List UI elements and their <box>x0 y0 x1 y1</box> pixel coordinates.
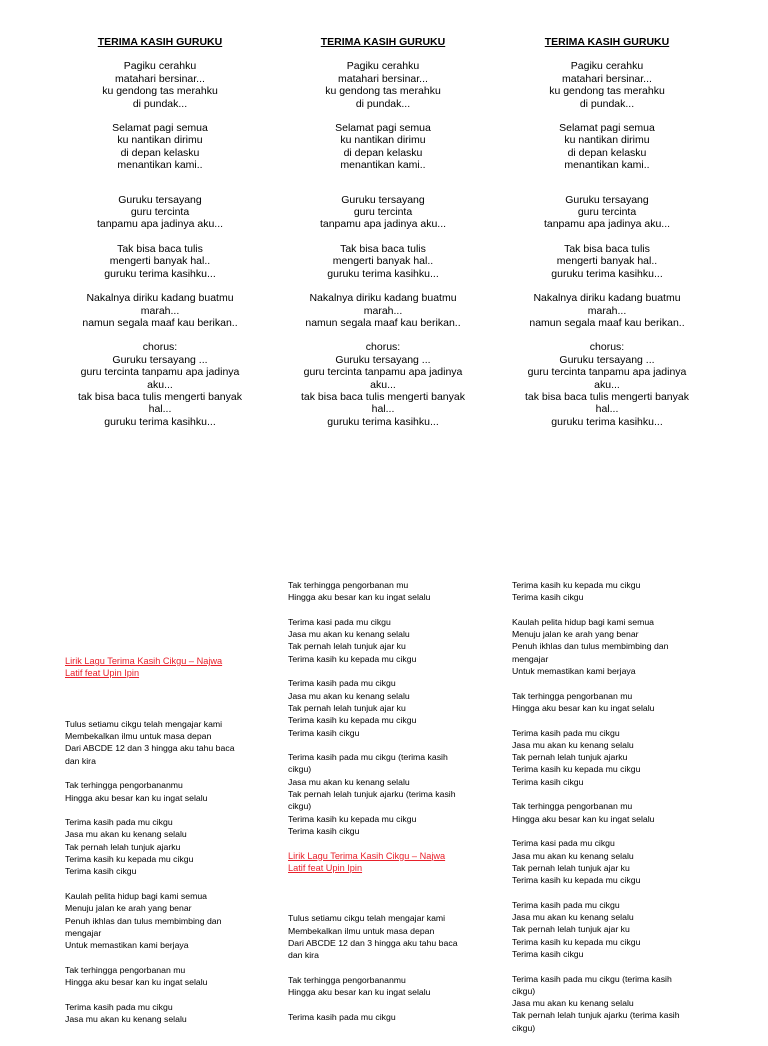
lyric-line: tanpamu apa jadinya aku... <box>96 218 224 231</box>
lyric-line: Terima kasih cikgu <box>512 592 584 603</box>
lyric-line: Tak pernah lelah tunjuk ajar ku <box>288 702 406 713</box>
lyric-line: namun segala maaf kau berikan.. <box>529 316 685 329</box>
lyric-line: Tulus setiamu cikgu telah mengajar kami <box>288 913 446 924</box>
lyric-line: Tak terhingga pengorbananmu <box>65 780 183 791</box>
lyrics-source-link[interactable]: Lirik Lagu Terima Kasih Cikgu – Najwa Latif feat Upin Ipin <box>288 850 446 873</box>
lyric-line: di pundak... <box>355 97 411 110</box>
lyric-line: di pundak... <box>579 97 635 110</box>
lyric-line: Pagiku cerahku <box>346 60 420 73</box>
lyric-line: Terima kasi pada mu cikgu <box>288 616 391 627</box>
lyric-line: Tak pernah lelah tunjuk ajar ku <box>512 862 630 873</box>
lyric-line: di depan kelasku <box>120 146 200 159</box>
song-stanza <box>56 60 264 110</box>
song-stanza <box>279 243 487 280</box>
lyric-line: Menuju jalan ke arah yang benar <box>65 903 192 914</box>
song-stanza <box>56 122 264 172</box>
lyric-line: Jasa mu akan ku kenang selalu <box>512 912 634 923</box>
lyric-line: Dari ABCDE 12 dan 3 hingga aku tahu baca <box>65 743 235 754</box>
lyric-line: Selamat pagi semua <box>335 122 431 135</box>
lyric-line: ku gendong tas merahku <box>102 85 218 98</box>
lyric-line: Nakalnya diriku kadang buatmu <box>533 292 681 305</box>
lyric-stanza <box>512 899 697 960</box>
song-title: TERIMA KASIH GURUKU <box>97 36 223 48</box>
lyric-line: chorus: <box>589 341 625 354</box>
lyric-line: Terima kasih ku kepada mu cikgu <box>288 715 417 726</box>
lyric-line: Tak pernah lelah tunjuk ajarku (terima kasih <box>288 789 456 800</box>
song-stanza <box>279 292 487 329</box>
lyric-line: dan kira <box>65 755 96 766</box>
lyric-line: ku gendong tas merahku <box>325 85 441 98</box>
lyric-stanza <box>288 912 473 961</box>
lyric-line: Terima kasih pada mu cikgu <box>288 1011 396 1022</box>
lyric-line: Jasa mu akan ku kenang selalu <box>65 829 187 840</box>
lyric-line: Tak terhingga pengorbanan mu <box>512 801 633 812</box>
song-stanza <box>279 194 487 231</box>
lyric-line: Terima kasi pada mu cikgu <box>512 838 615 849</box>
lyric-stanza <box>512 727 697 788</box>
lyric-line: Membekalkan ilmu untuk masa depan <box>65 731 212 742</box>
lyric-line: Terima kasih pada mu cikgu <box>65 1001 173 1012</box>
lyric-line: Guruku tersayang <box>341 193 425 206</box>
song-stanza <box>279 122 487 172</box>
lyric-line: guruku terima kasihku... <box>551 415 663 428</box>
lyric-line: Menuju jalan ke arah yang benar <box>512 629 639 640</box>
lyric-line: Selamat pagi semua <box>112 122 208 135</box>
lyric-line: tak bisa baca tulis mengerti banyak <box>300 390 465 403</box>
lyric-line: Hingga aku besar kan ku ingat selalu <box>512 702 655 713</box>
lyric-line: dan kira <box>288 950 319 961</box>
lyric-stanza <box>512 837 697 886</box>
lyric-stanza <box>65 816 250 877</box>
lyric-line: Terima kasih ku kepada mu cikgu <box>288 653 417 664</box>
lyric-line: guru tercinta <box>353 206 413 219</box>
lyric-line: mengajar <box>512 653 549 664</box>
lyric-line: Hingga aku besar kan ku ingat selalu <box>65 792 208 803</box>
song-stanza <box>503 60 711 110</box>
lyric-line: Terima kasih cikgu <box>512 948 584 959</box>
lyric-line: aku... <box>370 378 396 391</box>
song-stanza <box>503 243 711 280</box>
lyric-stanza <box>288 1011 473 1023</box>
lyric-line: chorus: <box>142 341 178 354</box>
lyric-stanza <box>512 800 697 825</box>
lyric-line: Nakalnya diriku kadang buatmu <box>309 292 457 305</box>
lyric-line: marah... <box>140 304 180 317</box>
lyric-stanza <box>288 677 473 738</box>
lyric-line: tak bisa baca tulis mengerti banyak <box>524 390 689 403</box>
lyric-line: tanpamu apa jadinya aku... <box>543 218 671 231</box>
lyric-line: Tak terhingga pengorbananmu <box>288 974 406 985</box>
lyric-line: matahari bersinar... <box>338 72 428 85</box>
song-stanza <box>503 292 711 329</box>
lyric-line: Pagiku cerahku <box>570 60 644 73</box>
lyric-line: Terima kasih cikgu <box>288 727 360 738</box>
lyric-line: Tak pernah lelah tunjuk ajar ku <box>288 641 406 652</box>
lyric-line: hal... <box>371 403 395 416</box>
lyric-stanza <box>512 690 697 715</box>
lyric-line: Guruku tersayang ... <box>559 353 655 366</box>
lyric-line: Terima kasih ku kepada mu cikgu <box>512 875 641 886</box>
song-stanza <box>56 243 264 280</box>
song-column-2 <box>279 36 487 440</box>
lyric-line: Terima kasih cikgu <box>288 825 360 836</box>
lyric-line: matahari bersinar... <box>115 72 205 85</box>
lyric-line: marah... <box>363 304 403 317</box>
lyric-line: Untuk memastikan kami berjaya <box>65 940 189 951</box>
lyric-line: Guruku tersayang ... <box>112 353 208 366</box>
lyric-line: guru tercinta tanpamu apa jadinya <box>303 366 463 379</box>
lyric-line: Terima kasih ku kepada mu cikgu <box>512 764 641 775</box>
song-title: TERIMA KASIH GURUKU <box>320 36 446 48</box>
lyric-line: cikgu) <box>512 1022 536 1033</box>
lyric-line: Guruku tersayang ... <box>335 353 431 366</box>
song-stanza <box>279 341 487 428</box>
lyric-line: Tulus setiamu cikgu telah mengajar kami <box>65 718 223 729</box>
lyric-line: cikgu) <box>288 764 312 775</box>
lyric-line: Tak pernah lelah tunjuk ajarku <box>512 752 628 763</box>
lyric-line: guruku terima kasihku... <box>104 415 216 428</box>
lyric-line: ku nantikan dirimu <box>340 134 426 147</box>
lyric-line: Tak bisa baca tulis <box>117 242 203 255</box>
lyric-line: Tak bisa baca tulis <box>340 242 426 255</box>
lyric-line: guruku terima kasihku... <box>104 267 216 280</box>
lyric-line: Guruku tersayang <box>565 193 649 206</box>
lyric-line: Kaulah pelita hidup bagi kami semua <box>65 890 207 901</box>
lyric-line: marah... <box>587 304 627 317</box>
song-title: TERIMA KASIH GURUKU <box>544 36 670 48</box>
lyrics-column-middle <box>288 579 473 1035</box>
lyric-line: Terima kasih ku kepada mu cikgu <box>512 580 641 590</box>
lyric-line: cikgu) <box>512 985 536 996</box>
lyric-line: menantikan kami.. <box>340 159 426 172</box>
lyrics-middle-bottom <box>288 912 473 1023</box>
lyric-line: Nakalnya diriku kadang buatmu <box>86 292 234 305</box>
lyric-line: Kaulah pelita hidup bagi kami semua <box>512 616 654 627</box>
lyric-line: Terima kasih pada mu cikgu (terima kasih <box>512 973 672 984</box>
lyric-line: Tak pernah lelah tunjuk ajarku (terima kasih <box>512 1010 680 1021</box>
lyrics-left-body <box>65 718 250 1025</box>
lyric-line: aku... <box>147 378 173 391</box>
song-stanza <box>56 292 264 329</box>
lyric-line: Dari ABCDE 12 dan 3 hingga aku tahu baca <box>288 937 458 948</box>
lyric-line: ku nantikan dirimu <box>564 134 650 147</box>
lyric-line: ku gendong tas merahku <box>549 85 665 98</box>
lyric-line: Terima kasih pada mu cikgu <box>512 899 620 910</box>
lyrics-middle-top <box>288 579 473 837</box>
lyric-line: Terima kasih ku kepada mu cikgu <box>288 813 417 824</box>
song-column-3 <box>503 36 711 440</box>
lyric-stanza <box>288 974 473 999</box>
lyric-line: ku nantikan dirimu <box>117 134 203 147</box>
song-stanza <box>503 341 711 428</box>
lyric-line: guruku terima kasihku... <box>551 267 663 280</box>
lyric-line: di pundak... <box>132 97 188 110</box>
lyric-line: Jasa mu akan ku kenang selalu <box>512 739 634 750</box>
lyric-line: Terima kasih ku kepada mu cikgu <box>65 854 194 865</box>
lyric-line: Terima kasih pada mu cikgu <box>512 727 620 738</box>
lyric-line: mengajar <box>65 927 102 938</box>
lyric-stanza <box>288 579 473 604</box>
lyric-stanza <box>65 1001 250 1026</box>
lyric-line: menantikan kami.. <box>117 159 203 172</box>
lyrics-right-body <box>512 579 697 1034</box>
lyric-line: hal... <box>595 403 619 416</box>
lyric-line: Jasa mu akan ku kenang selalu <box>512 998 634 1009</box>
lyric-line: tanpamu apa jadinya aku... <box>319 218 447 231</box>
lyric-line: Hingga aku besar kan ku ingat selalu <box>288 592 431 603</box>
song-column-1 <box>56 36 264 440</box>
lyric-line: Terima kasih cikgu <box>65 866 137 877</box>
lyric-line: Tak pernah lelah tunjuk ajar ku <box>512 924 630 935</box>
lyric-line: Jasa mu akan ku kenang selalu <box>288 629 410 640</box>
lyric-stanza <box>65 779 250 804</box>
lyric-line: aku... <box>594 378 620 391</box>
lyric-line: di depan kelasku <box>343 146 423 159</box>
lyric-line: Tak bisa baca tulis <box>564 242 650 255</box>
lyric-line: guru tercinta tanpamu apa jadinya <box>80 366 240 379</box>
lyric-line: Hingga aku besar kan ku ingat selalu <box>288 987 431 998</box>
lyric-line: Jasa mu akan ku kenang selalu <box>512 850 634 861</box>
song-stanza <box>56 194 264 231</box>
lyric-line: guru tercinta <box>130 206 190 219</box>
lyric-line: Terima kasih pada mu cikgu (terima kasih <box>288 752 448 763</box>
lyric-line: mengerti banyak hal.. <box>556 255 658 268</box>
lyric-stanza <box>65 964 250 989</box>
lyric-line: guru tercinta <box>577 206 637 219</box>
lyric-line: namun segala maaf kau berikan.. <box>82 316 238 329</box>
lyric-line: Terima kasih pada mu cikgu <box>288 678 396 689</box>
lyric-line: di depan kelasku <box>567 146 647 159</box>
song-stanza <box>503 194 711 231</box>
lyric-line: matahari bersinar... <box>562 72 652 85</box>
lyric-line: hal... <box>148 403 172 416</box>
lyric-line: Tak terhingga pengorbanan mu <box>65 964 186 975</box>
lyric-line: guru tercinta tanpamu apa jadinya <box>527 366 687 379</box>
lyric-line: guruku terima kasihku... <box>327 267 439 280</box>
lyric-line: Jasa mu akan ku kenang selalu <box>65 1013 187 1024</box>
lyric-line: Selamat pagi semua <box>559 122 655 135</box>
lyric-stanza <box>65 890 250 951</box>
lyric-line: Penuh ikhlas dan tulus membimbing dan <box>512 641 669 652</box>
lyric-line: menantikan kami.. <box>564 159 650 172</box>
lyrics-source-link[interactable]: Lirik Lagu Terima Kasih Cikgu – Najwa Latif feat Upin Ipin <box>65 656 223 679</box>
lyric-line: Untuk memastikan kami berjaya <box>512 666 636 677</box>
lyric-line: Terima kasih ku kepada mu cikgu <box>512 936 641 947</box>
lyric-line: Tak terhingga pengorbanan mu <box>512 690 633 701</box>
lyric-line: namun segala maaf kau berikan.. <box>305 316 461 329</box>
lyric-line: mengerti banyak hal.. <box>332 255 434 268</box>
lyric-stanza <box>288 616 473 665</box>
lyric-stanza <box>65 718 250 767</box>
lyric-line: Tak pernah lelah tunjuk ajarku <box>65 841 181 852</box>
song-stanza <box>56 341 264 428</box>
lyric-line: mengerti banyak hal.. <box>109 255 211 268</box>
lyric-line: Terima kasih cikgu <box>512 776 584 787</box>
lyric-line: Jasa mu akan ku kenang selalu <box>288 776 410 787</box>
lyric-line: Terima kasih pada mu cikgu <box>65 817 173 828</box>
lyric-line: Hingga aku besar kan ku ingat selalu <box>65 977 208 988</box>
lyric-line: Hingga aku besar kan ku ingat selalu <box>512 813 655 824</box>
lyric-line: tak bisa baca tulis mengerti banyak <box>77 390 242 403</box>
lyrics-column-right <box>512 579 697 1046</box>
lyric-line: Penuh ikhlas dan tulus membimbing dan <box>65 915 222 926</box>
song-stanza <box>279 60 487 110</box>
lyric-stanza <box>512 579 697 604</box>
lyric-line: cikgu) <box>288 801 312 812</box>
lyric-line: Guruku tersayang <box>118 193 202 206</box>
lyric-line: Tak terhingga pengorbanan mu <box>288 580 409 590</box>
lyric-line: guruku terima kasihku... <box>327 415 439 428</box>
lyric-line: Pagiku cerahku <box>123 60 197 73</box>
lyric-stanza <box>288 751 473 837</box>
lyric-stanza <box>512 973 697 1034</box>
song-stanza <box>503 122 711 172</box>
lyric-line: Membekalkan ilmu untuk masa depan <box>288 925 435 936</box>
lyrics-column-left <box>65 655 250 1038</box>
lyric-line: Jasa mu akan ku kenang selalu <box>288 690 410 701</box>
lyric-line: chorus: <box>365 341 401 354</box>
lyric-stanza <box>512 616 697 677</box>
